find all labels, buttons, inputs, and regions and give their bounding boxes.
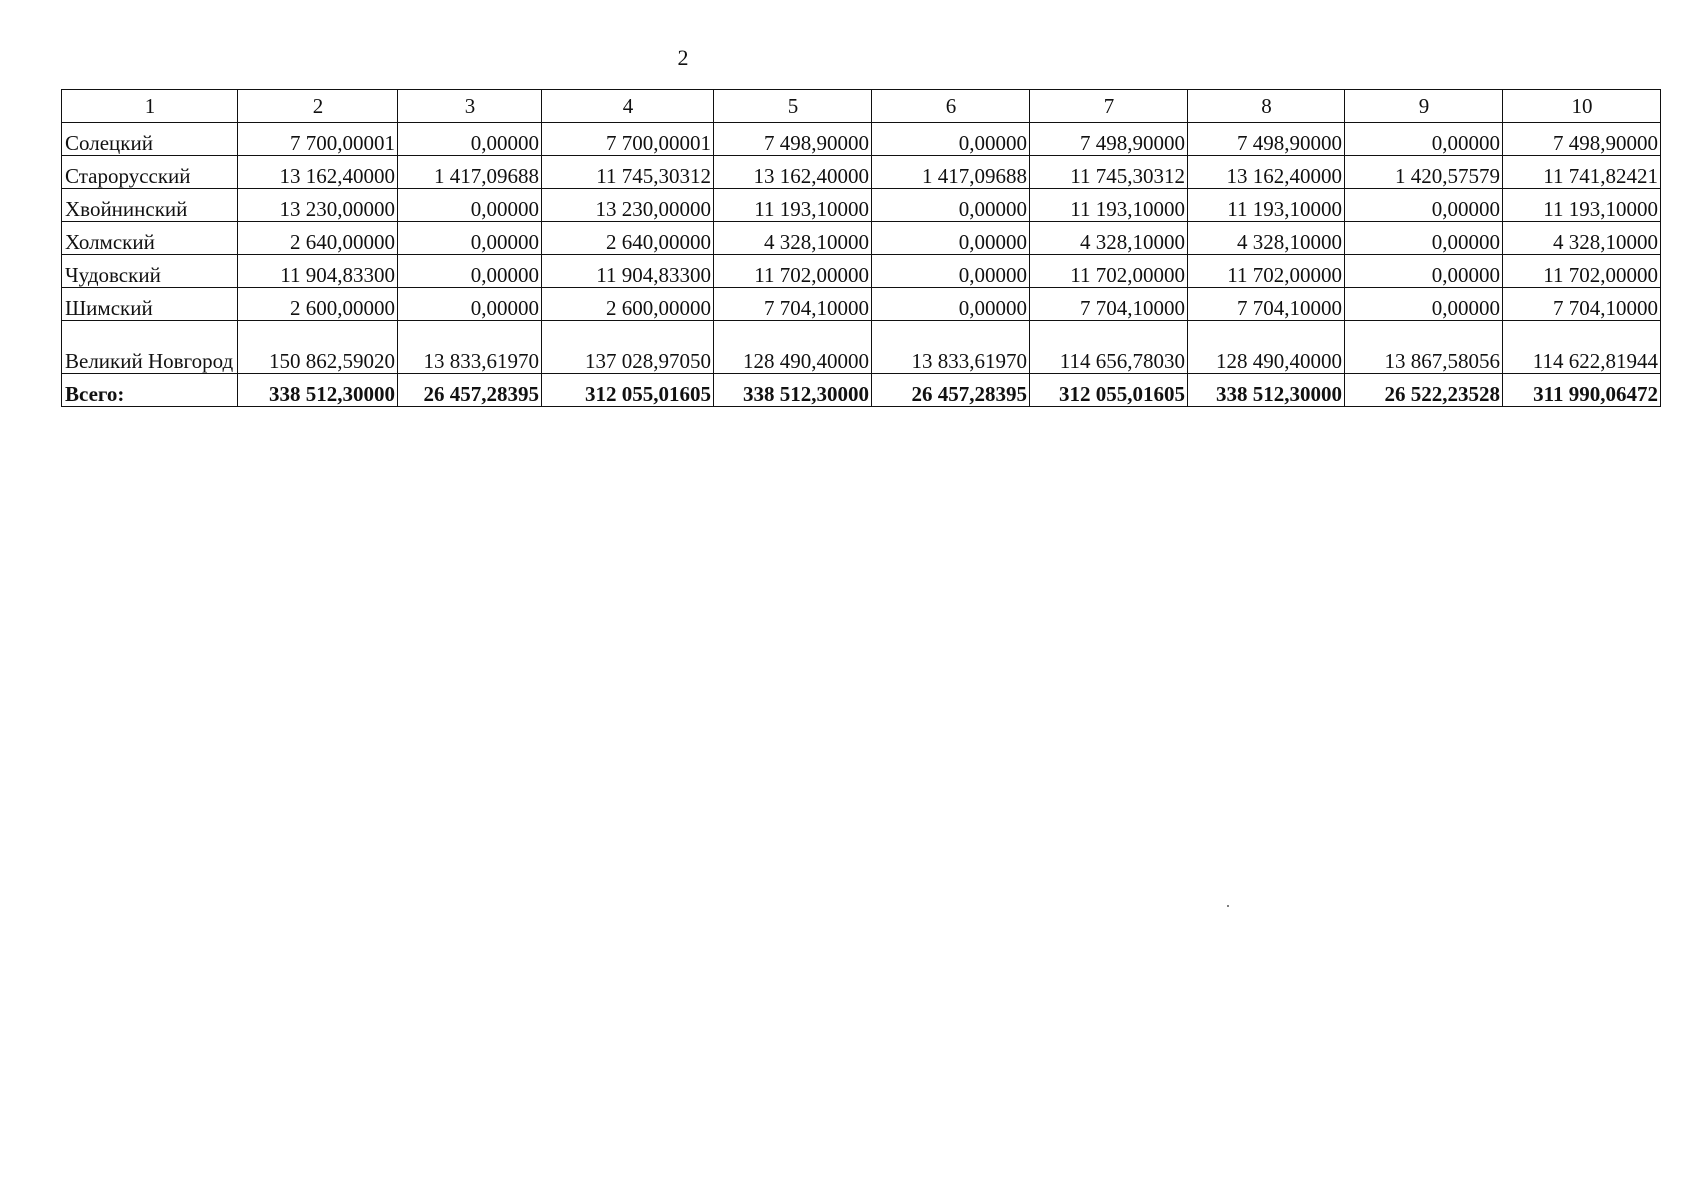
- district-name: Хвойнинский: [62, 189, 238, 222]
- table-cell: 13 230,00000: [542, 189, 714, 222]
- table-cell: 0,00000: [1345, 222, 1503, 255]
- table-cell: 128 490,40000: [714, 321, 872, 374]
- table-cell: 0,00000: [398, 255, 542, 288]
- table-cell: 13 162,40000: [714, 156, 872, 189]
- table-cell: 13 833,61970: [872, 321, 1030, 374]
- column-header: 9: [1345, 90, 1503, 123]
- table-row: [62, 255, 1661, 288]
- table-cell: 114 656,78030: [1030, 321, 1188, 374]
- table-cell: 7 498,90000: [714, 123, 872, 156]
- table-cell: 4 328,10000: [714, 222, 872, 255]
- total-cell: 26 457,28395: [398, 374, 542, 407]
- table-cell: 0,00000: [398, 189, 542, 222]
- table-cell: 7 700,00001: [542, 123, 714, 156]
- total-cell: 26 457,28395: [872, 374, 1030, 407]
- table-cell: 0,00000: [1345, 189, 1503, 222]
- table-row: [62, 123, 1661, 156]
- total-cell: 338 512,30000: [238, 374, 398, 407]
- table-cell: 137 028,97050: [542, 321, 714, 374]
- table-cell: 4 328,10000: [1030, 222, 1188, 255]
- table-cell: 1 420,57579: [1345, 156, 1503, 189]
- table-cell: 0,00000: [398, 288, 542, 321]
- table-cell: 0,00000: [872, 255, 1030, 288]
- table-cell: 0,00000: [872, 123, 1030, 156]
- column-number-row: [62, 90, 1661, 123]
- table-cell: 7 704,10000: [1503, 288, 1661, 321]
- table-cell: 0,00000: [1345, 123, 1503, 156]
- total-cell: 312 055,01605: [542, 374, 714, 407]
- table-cell: 0,00000: [398, 123, 542, 156]
- table-cell: 2 640,00000: [238, 222, 398, 255]
- column-header: 2: [238, 90, 398, 123]
- table-cell: 11 193,10000: [1503, 189, 1661, 222]
- table-cell: 2 640,00000: [542, 222, 714, 255]
- table-cell: 4 328,10000: [1188, 222, 1345, 255]
- table-cell: 7 700,00001: [238, 123, 398, 156]
- district-name: Старорусский: [62, 156, 238, 189]
- table-cell: 7 704,10000: [1188, 288, 1345, 321]
- table-cell: 11 904,83300: [238, 255, 398, 288]
- column-header: 8: [1188, 90, 1345, 123]
- page-number: 2: [677, 45, 689, 70]
- table-cell: 11 745,30312: [1030, 156, 1188, 189]
- table-cell: 11 193,10000: [1030, 189, 1188, 222]
- table-cell: 7 498,90000: [1503, 123, 1661, 156]
- district-name: Чудовский: [62, 255, 238, 288]
- table-cell: 11 193,10000: [1188, 189, 1345, 222]
- table-cell: 11 745,30312: [542, 156, 714, 189]
- table-cell: 13 162,40000: [1188, 156, 1345, 189]
- table-cell: 0,00000: [872, 222, 1030, 255]
- table-cell: 11 741,82421: [1503, 156, 1661, 189]
- table-cell: 7 704,10000: [1030, 288, 1188, 321]
- table-row: [62, 321, 1661, 374]
- total-cell: 26 522,23528: [1345, 374, 1503, 407]
- table-cell: 128 490,40000: [1188, 321, 1345, 374]
- column-header: 3: [398, 90, 542, 123]
- column-header: 7: [1030, 90, 1188, 123]
- table-cell: 13 230,00000: [238, 189, 398, 222]
- table-cell: 7 498,90000: [1030, 123, 1188, 156]
- total-cell: 312 055,01605: [1030, 374, 1188, 407]
- table-cell: 13 162,40000: [238, 156, 398, 189]
- table-cell: 150 862,59020: [238, 321, 398, 374]
- table-cell: 11 702,00000: [1503, 255, 1661, 288]
- table-row: [62, 189, 1661, 222]
- total-label: Всего:: [62, 374, 238, 407]
- table-cell: 11 702,00000: [1188, 255, 1345, 288]
- table-cell: 1 417,09688: [872, 156, 1030, 189]
- table-cell: 2 600,00000: [238, 288, 398, 321]
- column-header: 5: [714, 90, 872, 123]
- table-cell: 11 904,83300: [542, 255, 714, 288]
- table-cell: 11 702,00000: [714, 255, 872, 288]
- district-name: Холмский: [62, 222, 238, 255]
- table-cell: 7 498,90000: [1188, 123, 1345, 156]
- table-cell: 11 702,00000: [1030, 255, 1188, 288]
- total-row: [62, 374, 1661, 407]
- column-header: 10: [1503, 90, 1661, 123]
- table-cell: 4 328,10000: [1503, 222, 1661, 255]
- scan-speck: [1227, 905, 1229, 907]
- budget-table: [61, 89, 1661, 407]
- table-cell: 0,00000: [872, 288, 1030, 321]
- district-name: Шимский: [62, 288, 238, 321]
- table-cell: 0,00000: [398, 222, 542, 255]
- table-cell: 2 600,00000: [542, 288, 714, 321]
- table-cell: 0,00000: [1345, 255, 1503, 288]
- table-cell: 13 833,61970: [398, 321, 542, 374]
- column-header: 6: [872, 90, 1030, 123]
- total-cell: 311 990,06472: [1503, 374, 1661, 407]
- table-cell: 114 622,81944: [1503, 321, 1661, 374]
- table-cell: 0,00000: [872, 189, 1030, 222]
- table-row: [62, 222, 1661, 255]
- table-row: [62, 288, 1661, 321]
- table-cell: 7 704,10000: [714, 288, 872, 321]
- table-cell: 1 417,09688: [398, 156, 542, 189]
- total-cell: 338 512,30000: [1188, 374, 1345, 407]
- table-cell: 11 193,10000: [714, 189, 872, 222]
- district-name: Солецкий: [62, 123, 238, 156]
- column-header: 4: [542, 90, 714, 123]
- table-row: [62, 156, 1661, 189]
- table-cell: 0,00000: [1345, 288, 1503, 321]
- column-header: 1: [62, 90, 238, 123]
- district-name: Великий Новгород: [62, 321, 238, 374]
- total-cell: 338 512,30000: [714, 374, 872, 407]
- table-cell: 13 867,58056: [1345, 321, 1503, 374]
